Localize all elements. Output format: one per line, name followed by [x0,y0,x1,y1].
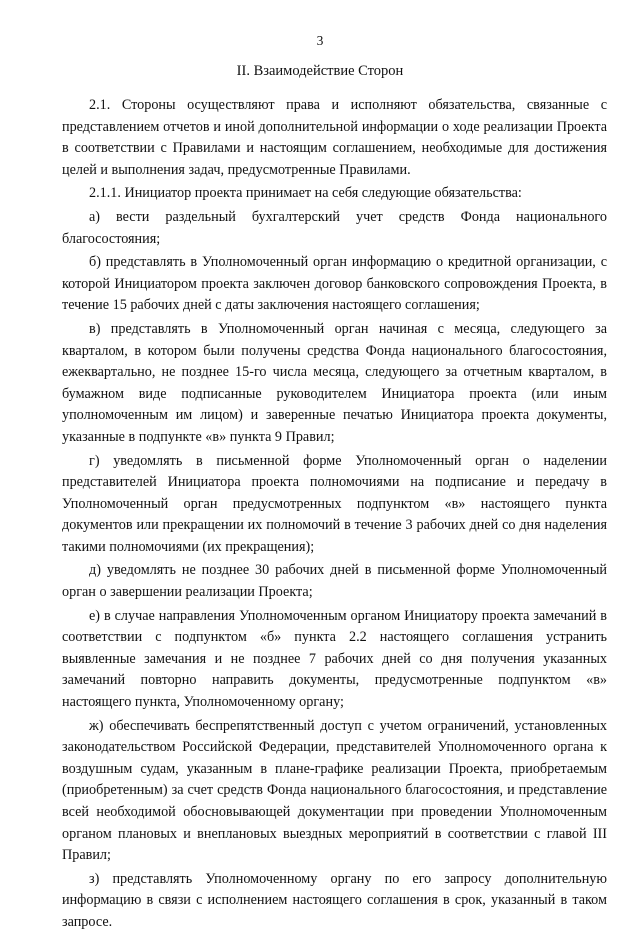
list-item-g: г) уведомлять в письменной форме Уполномоченный орган о наделении представителей Инициатора проекта полномочиями на подписание и передачу в Уполномоченный орган предусмотренных подпунктом «в» настоящего пункта документов или прекращении их полномочий в течение 3 рабочих дней со дня наделения такими полномочиями (их прекращения); [62,452,607,555]
list-item-zh: ж) обеспечивать беспрепятственный доступ с учетом ограничений, установленных законодательством Российской Федерации, представителей Уполномоченного органа к воздушным судам, указанным в плане-графике реализации Проекта, приобретаемым (приобретенным) за счет средств Фонда национального благосостояния, и представление всей необходимой обосновывающей документации при проведении Уполномоченным органом плановых и внеплановых выездных мероприятий в соответствии с главой III Правил; [62,717,607,864]
page-number: 3 [316,33,324,48]
list-item-z: з) представлять Уполномоченному органу по его запросу дополнительную информацию в связи с исполнением настоящего соглашения в срок, указанный в таком запросе. [62,870,607,930]
paragraph-2-1-1: 2.1.1. Инициатор проекта принимает на себя следующие обязательства: [89,185,522,202]
list-item-a: а) вести раздельный бухгалтерский учет средств Фонда национального благосостояния; [62,208,607,247]
paragraph-2-1: 2.1. Стороны осуществляют права и исполняют обязательства, связанные с представлением отчетов и иной дополнительной информации о ходе реализации Проекта в соответствии с Правилами и настоящим соглашением, необходимые для достижения целей и выполнения задач, предусмотренные Правилами. [62,97,607,178]
list-item-d: д) уведомлять не позднее 30 рабочих дней в письменной форме Уполномоченный орган о завершении реализации Проекта; [62,562,607,601]
section-title: II. Взаимодействие Сторон [236,63,404,79]
body-text [62,95,607,936]
list-item-e: е) в случае направления Уполномоченным органом Инициатору проекта замечаний в соответствии с подпунктом «б» пункта 2.2 настоящего соглашения устранить выявленные замечания и не позднее 7 рабочих дней со дня получения указанных замечаний повторно направить документы, предусмотренные подпунктом «в» настоящего пункта, Уполномоченному органу; [62,607,607,711]
list-item-b: б) представлять в Уполномоченный орган информацию о кредитной организации, с которой Инициатором проекта заключен договор банковского сопровождения Проекта, в течение 15 рабочих дней с даты заключения настоящего соглашения; [62,254,607,314]
list-item-v: в) представлять в Уполномоченный орган начиная с месяца, следующего за кварталом, в котором были получены средства Фонда национального благосостояния, ежеквартально, не позднее 15-го числа месяца, следующего за отчетным кварталом, в бумажном виде подписанные руководителем Инициатора проекта (или иным уполномоченным им лицом) и заверенные печатью Инициатора проекта документы, указанные в подпункте «в» пункта 9 Правил; [62,320,607,445]
